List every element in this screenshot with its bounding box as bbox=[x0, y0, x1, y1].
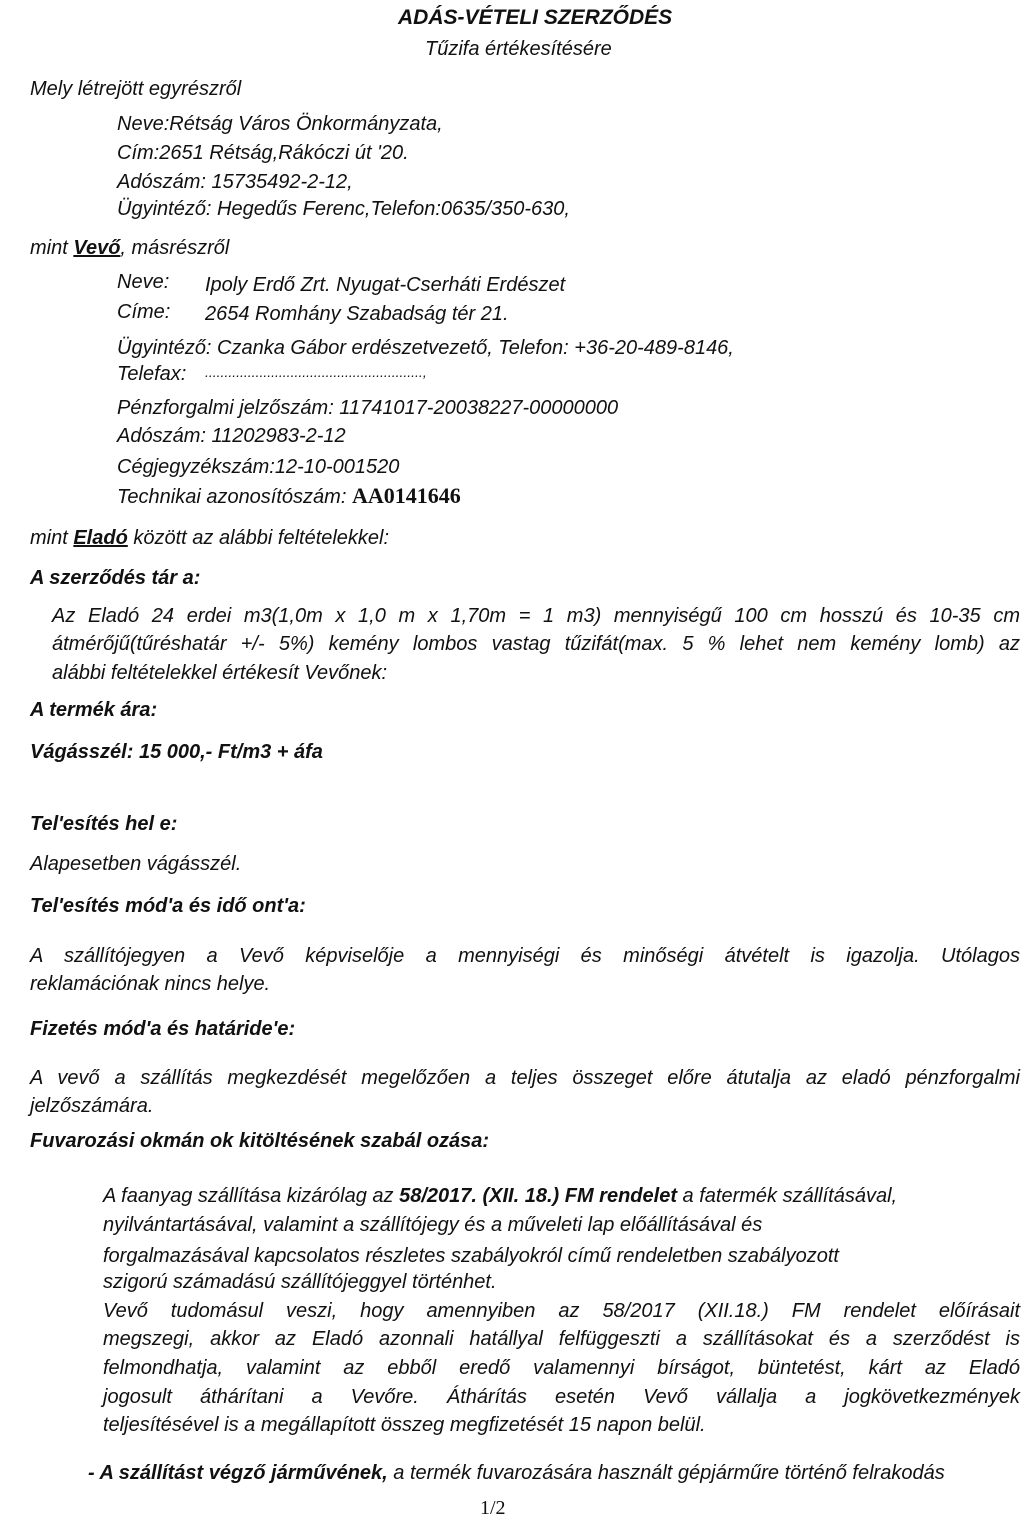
vehicle-line bbox=[88, 1461, 945, 1485]
buyer-tax-number: Adószám: 15735492-2-12, bbox=[117, 171, 353, 193]
seller-address-value: 2654 Romhány Szabadság tér 21. bbox=[205, 303, 509, 325]
buyer-role-prefix: mint bbox=[30, 237, 74, 259]
seller-role-line bbox=[30, 526, 389, 550]
transport-p1-end: a fatermék szállításával, bbox=[676, 1185, 898, 1207]
seller-role-suffix: között az alábbi feltételekkel: bbox=[127, 527, 390, 549]
document-title: ADÁS-VÉTELI SZERZŐDÉS bbox=[398, 6, 673, 29]
buyer-contact: Ügyintéző: Hegedűs Ferenc,Telefon:0635/350-630, bbox=[117, 198, 570, 220]
transport-p1-regulation: 58/2017. (XII. 18.) FM rendelet bbox=[399, 1185, 677, 1207]
intro-line: Mely létrejött egyrészről bbox=[30, 78, 242, 100]
method-heading: Tel'esítés mód'a és idő ont'a: bbox=[30, 895, 306, 917]
seller-address-label: Címe: bbox=[117, 301, 171, 323]
place-heading: Tel'esítés hel e: bbox=[30, 813, 178, 835]
transport-paragraph-1-line-2: nyilvántartásával, valamint a szállítójegy és a műveleti lap előállításával és bbox=[103, 1214, 763, 1236]
seller-tax-number: Adószám: 11202983-2-12 bbox=[117, 425, 346, 447]
seller-registry-number: Cégjegyzékszám:12-10-001520 bbox=[117, 456, 400, 478]
payment-line-2: jelzőszámára. bbox=[30, 1095, 154, 1117]
price-value: Vágásszél: 15 000,- Ft/m3 + áfa bbox=[30, 741, 323, 763]
seller-fax-label: Telefax: bbox=[117, 363, 187, 385]
buyer-address: Cím:2651 Rétság,Rákóczi út '20. bbox=[117, 142, 409, 164]
transport-paragraph-2-line-4: jogosult áthárítani a Vevőre. Áthárítás esetén Vevő vállalja a jogkövetkezmények bbox=[103, 1386, 1020, 1408]
seller-fax-value: ........................................................, bbox=[205, 364, 427, 380]
seller-contact: Ügyintéző: Czanka Gábor erdészetvezető, Telefon: +36-20-489-8146, bbox=[117, 337, 734, 359]
transport-paragraph-2-line-3: felmondhatja, valamint az ebből eredő valamennyi bírságot, büntetést, kárt az Eladó bbox=[103, 1357, 1020, 1379]
buyer-role-line bbox=[30, 236, 229, 260]
transport-paragraph-1-line-4: szigorú számadású szállítójeggyel történhet. bbox=[103, 1271, 497, 1293]
method-line-1: A szállítójegyen a Vevő képviselője a mennyiségi és minőségi átvételt is igazolja. Utólagos bbox=[30, 945, 1020, 967]
vehicle-line-bold: - A szállítást végző járművének, bbox=[88, 1462, 388, 1484]
payment-line-1: A vevő a szállítás megkezdését megelőzően a teljes összeget előre átutalja az eladó pénzforgalmi bbox=[30, 1067, 1020, 1089]
page-number: 1/2 bbox=[480, 1497, 506, 1519]
vehicle-line-rest: a termék fuvarozására használt gépjárműre történő felrakodás bbox=[387, 1462, 945, 1484]
subject-line-3: alábbi feltételekkel értékesít Vevőnek: bbox=[52, 662, 388, 684]
seller-technical-id bbox=[117, 484, 461, 509]
seller-technical-id-value: AA0141646 bbox=[351, 483, 461, 508]
place-value: Alapesetben vágásszél. bbox=[30, 853, 242, 875]
transport-paragraph-2-line-2: megszegi, akkor az Eladó azonnali hatállyal felfüggeszti a szállításokat és a szerződést is bbox=[103, 1328, 1020, 1350]
method-line-2: reklamációnak nincs helye. bbox=[30, 973, 271, 995]
payment-heading: Fizetés mód'a és határide'e: bbox=[30, 1018, 296, 1040]
document-subtitle: Tűzifa értékesítésére bbox=[425, 38, 612, 60]
seller-technical-id-label: Technikai azonosítószám: bbox=[117, 486, 352, 508]
seller-role-label: Eladó bbox=[73, 527, 128, 549]
seller-role-prefix: mint bbox=[30, 527, 74, 549]
buyer-name: Neve:Rétság Város Önkormányzata, bbox=[117, 113, 443, 135]
buyer-role-label: Vevő bbox=[73, 237, 121, 259]
transport-paragraph-2-line-1: Vevő tudomásul veszi, hogy amennyiben az 58/2017 (XII.18.) FM rendelet előírásait bbox=[103, 1300, 1020, 1322]
seller-name-label: Neve: bbox=[117, 271, 170, 293]
transport-paragraph-1-line-3: forgalmazásával kapcsolatos részletes szabályokról című rendeletben szabályozott bbox=[103, 1245, 839, 1267]
seller-bank-account: Pénzforgalmi jelzőszám: 11741017-20038227-00000000 bbox=[117, 397, 619, 419]
seller-name-value: Ipoly Erdő Zrt. Nyugat-Cserháti Erdészet bbox=[205, 274, 566, 296]
transport-p1-start: A faanyag szállítása kizárólag az bbox=[103, 1185, 400, 1207]
subject-heading: A szerződés tár a: bbox=[30, 567, 201, 589]
price-heading: A termék ára: bbox=[30, 699, 158, 721]
buyer-role-suffix: , másrészről bbox=[120, 237, 230, 259]
transport-paragraph-2-line-5: teljesítésével is a megállapított összeg megfizetését 15 napon belül. bbox=[103, 1414, 706, 1436]
subject-line-2: átmérőjű(tűréshatár +/- 5%) kemény lombos vastag tűzifát(max. 5 % lehet nem kemény lomb) az bbox=[52, 633, 1020, 655]
transport-heading: Fuvarozási okmán ok kitöltésének szabál ozása: bbox=[30, 1130, 490, 1152]
transport-paragraph-1-line-1 bbox=[103, 1184, 897, 1208]
subject-line-1: Az Eladó 24 erdei m3(1,0m x 1,0 m x 1,70m = 1 m3) mennyiségű 100 cm hosszú és 10-35 cm bbox=[52, 605, 1020, 627]
